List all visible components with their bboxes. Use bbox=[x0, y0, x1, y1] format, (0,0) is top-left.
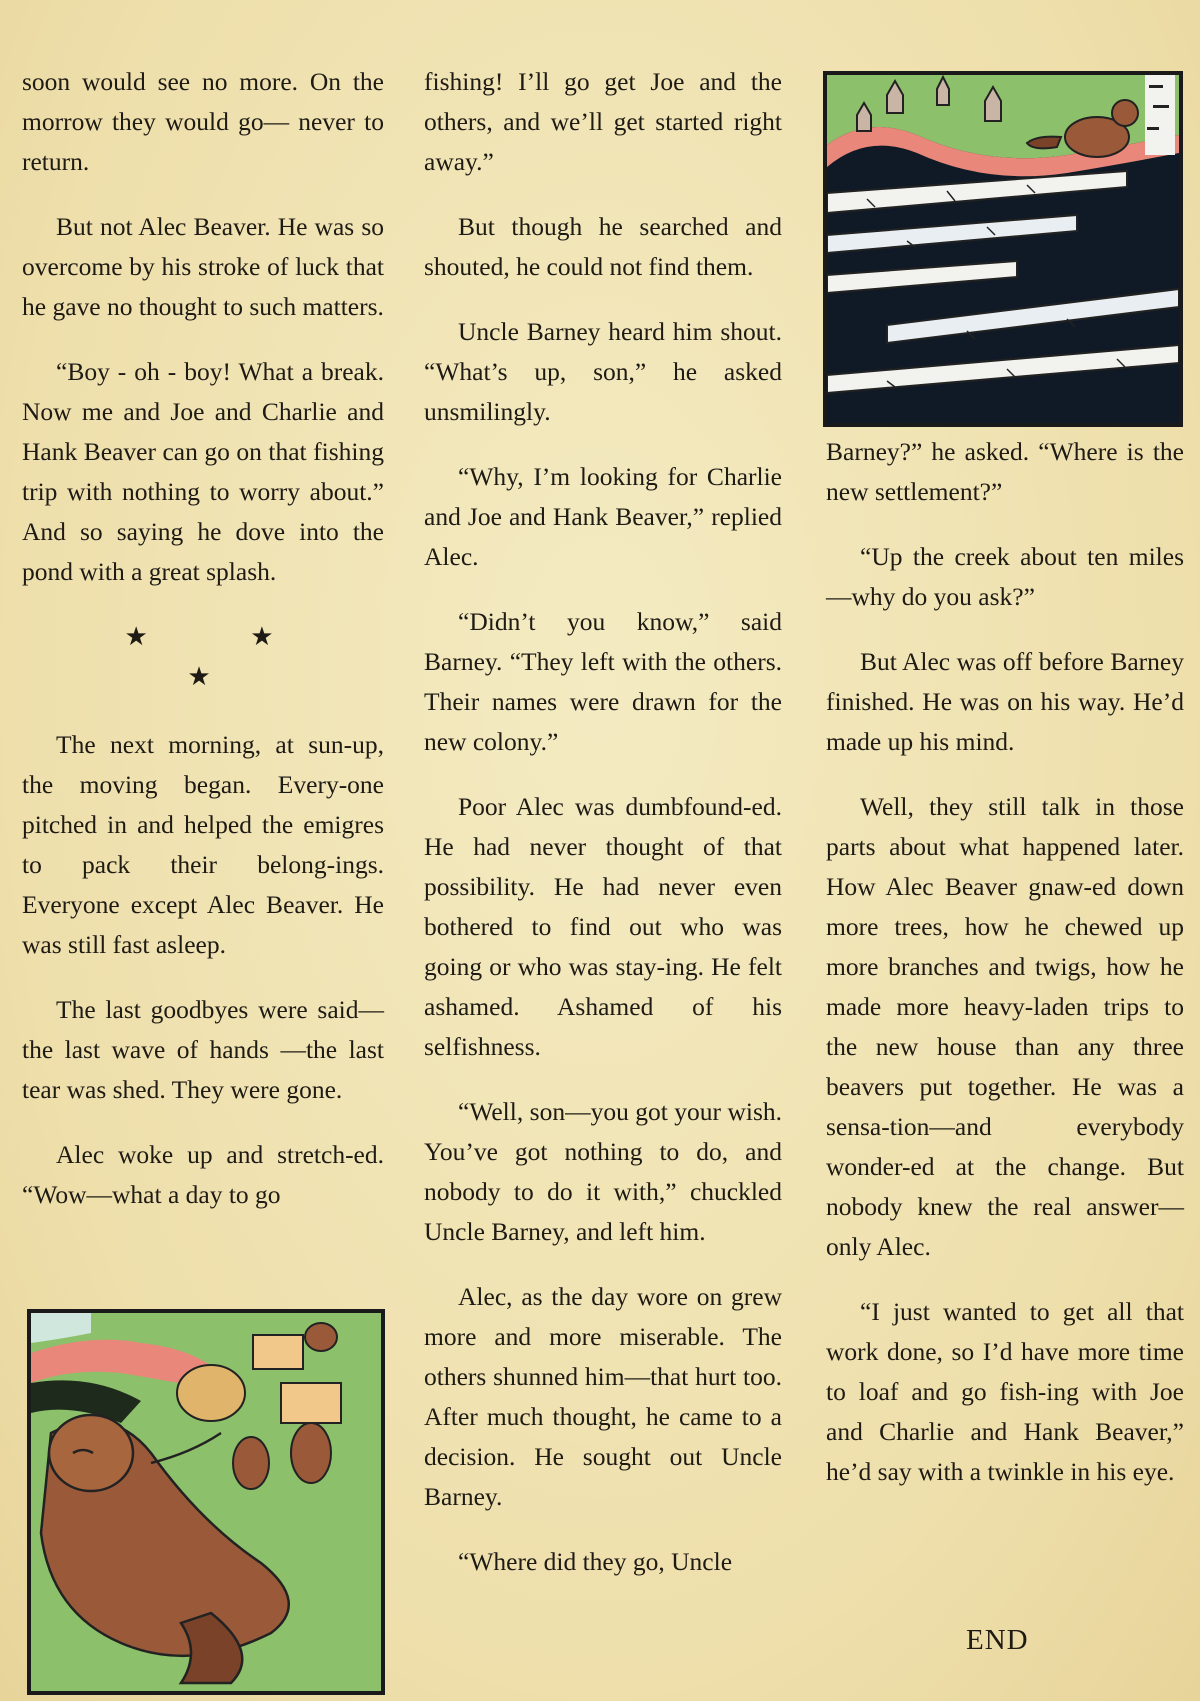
paragraph: “I just wanted to get all that work done, so I’d have more time to loaf and go fish-ing with Joe and Charlie and Hank Beaver,” he’d say with a twinkle in his eye. bbox=[826, 1297, 1184, 1486]
paragraph: “Up the creek about ten miles—why do you ask?” bbox=[826, 542, 1184, 611]
paragraph: Alec woke up and stretch-ed. “Wow—what a day to go bbox=[22, 1140, 384, 1209]
paragraph: The next morning, at sun-up, the moving began. Every-one pitched in and helped the emigres to pack their belong-ings. Everyone except Alec Beaver. He was still fast asleep. bbox=[22, 730, 384, 959]
paragraph: Uncle Barney heard him shout. “What’s up, son,” he asked unsmilingly. bbox=[424, 317, 782, 426]
paragraph: Well, they still talk in those parts about what happened later. How Alec Beaver gnaw-ed down more trees, how he chewed up more branches and twigs, how he made more heavy-laden trips to the new house than any three beavers put together. He was a sensa-tion—and everybody wonder-ed at the change. But nobody knew the real answer—only Alec. bbox=[826, 792, 1184, 1261]
end-label: END bbox=[966, 1624, 1029, 1656]
text-column-2 bbox=[424, 62, 782, 1607]
paragraph: Barney?” he asked. “Where is the new settlement?” bbox=[826, 437, 1184, 506]
paragraph: Alec, as the day wore on grew more and more miserable. The others shunned him—that hurt too. After much thought, he came to a decision. He sought out Uncle Barney. bbox=[424, 1282, 782, 1511]
paragraph: But not Alec Beaver. He was so overcome by his stroke of luck that he gave no thought to such matters. bbox=[22, 212, 384, 321]
paragraph: But though he searched and shouted, he could not find them. bbox=[424, 212, 782, 281]
paragraph: “Didn’t you know,” said Barney. “They left with the others. Their names were drawn for the new colony.” bbox=[424, 607, 782, 756]
paragraph: But Alec was off before Barney finished. He was on his way. He’d made up his mind. bbox=[826, 647, 1184, 756]
creek-scene-image bbox=[827, 75, 1179, 423]
text-column-1 bbox=[22, 62, 384, 1240]
paragraph: “Where did they go, Uncle bbox=[458, 1547, 733, 1576]
paragraph: The last goodbyes were said—the last wave of hands —the last tear was shed. They were gone. bbox=[22, 995, 384, 1104]
paragraph: fishing! I’ll go get Joe and the others, and we’ll get started right away.” bbox=[424, 67, 782, 176]
section-divider-stars: ★ ★ ★ bbox=[124, 622, 322, 691]
paragraph: Poor Alec was dumbfound-ed. He had never thought of that possibility. He had never even bothered to find out who was going or who was stay-ing. He felt ashamed. Ashamed of his selfishness. bbox=[424, 792, 782, 1061]
paragraph: “Why, I’m looking for Charlie and Joe and Hank Beaver,” replied Alec. bbox=[424, 462, 782, 571]
paragraph: “Well, son—you got your wish. You’ve got nothing to do, and nobody to do it with,” chuckled Uncle Barney, and left him. bbox=[424, 1097, 782, 1246]
illustration-beaver-creek bbox=[823, 71, 1183, 427]
text-column-3 bbox=[826, 432, 1184, 1517]
paragraph: soon would see no more. On the morrow they would go— never to return. bbox=[22, 67, 384, 176]
sleeping-beaver-image bbox=[31, 1313, 381, 1691]
paragraph: “Boy - oh - boy! What a break. Now me and Joe and Charlie and Hank Beaver can go on that fishing trip with nothing to worry about.” And so saying he dove into the pond with a great splash. bbox=[22, 357, 384, 586]
illustration-sleeping-beaver bbox=[27, 1309, 385, 1695]
